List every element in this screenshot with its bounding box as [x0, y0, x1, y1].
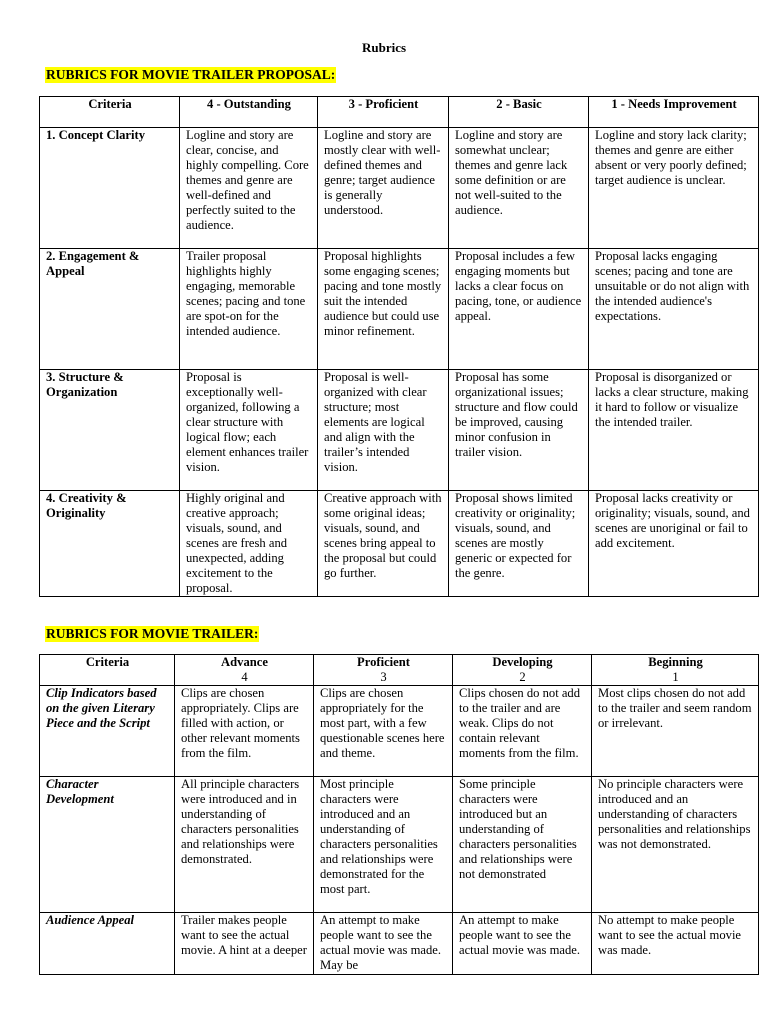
header-basic: 2 - Basic — [449, 97, 589, 128]
table-row — [40, 777, 759, 913]
rubric-cell: No attempt to make people want to see the actual movie was made. — [592, 913, 759, 975]
rubric-cell: Proposal includes a few engaging moments but lacks a clear focus on pacing, tone, or audience appeal. — [449, 249, 589, 370]
criteria-cell: 1. Concept Clarity — [40, 128, 180, 249]
header-label: Beginning — [648, 655, 703, 669]
rubric-cell: Most principle characters were introduced and an understanding of characters personalities and relationships were demonstrated for the most part. — [314, 777, 453, 913]
rubric-cell: Logline and story are mostly clear with well-defined themes and genre; target audience is generally understood. — [318, 128, 449, 249]
table-row — [40, 686, 759, 777]
criteria-cell: Audience Appeal — [40, 913, 175, 975]
rubric-cell: Proposal has some organizational issues; structure and flow could be improved, causing minor confusion in trailer vision. — [449, 370, 589, 491]
rubric-cell: Most clips chosen do not add to the trailer and seem random or irrelevant. — [592, 686, 759, 777]
rubric-cell: Proposal highlights some engaging scenes; pacing and tone mostly suit the intended audience but could use minor refinement. — [318, 249, 449, 370]
rubric-cell: Logline and story lack clarity; themes and genre are either absent or very poorly defined; target audience is unclear. — [589, 128, 759, 249]
rubric-cell: Highly original and creative approach; visuals, sound, and scenes are fresh and unexpected, adding excitement to the proposal. — [180, 491, 318, 597]
rubric-cell: An attempt to make people want to see the actual movie was made. May be — [314, 913, 453, 975]
rubric-cell: All principle characters were introduced and in understanding of characters personalities and relationships were demonstrated. — [175, 777, 314, 913]
header-criteria — [40, 655, 175, 686]
header-beginning — [592, 655, 759, 686]
proposal-rubric-table — [39, 96, 759, 597]
rubric-cell: Proposal is exceptionally well-organized, following a clear structure with logical flow; each element enhances trailer vision. — [180, 370, 318, 491]
header-score: 2 — [519, 670, 526, 684]
rubric-cell: Clips chosen do not add to the trailer and are weak. Clips do not contain relevant moments from the film. — [453, 686, 592, 777]
rubric-cell: Proposal lacks engaging scenes; pacing and tone are unsuitable or do not align with the intended audience's expectations. — [589, 249, 759, 370]
proposal-rubric-heading: RUBRICS FOR MOVIE TRAILER PROPOSAL: — [46, 67, 336, 82]
rubric-cell: Trailer proposal highlights highly engaging, memorable scenes; pacing and tone are spot-on for the intended audience. — [180, 249, 318, 370]
header-advance — [175, 655, 314, 686]
header-label: Criteria — [85, 655, 130, 669]
rubric-cell: Proposal is well-organized with clear structure; most elements are logical and align with the trailer’s intended vision. — [318, 370, 449, 491]
rubric-cell: Logline and story are clear, concise, and highly compelling. Core themes and genre are well-defined and perfectly suited to the audience. — [180, 128, 318, 249]
rubric-cell: Creative approach with some original ideas; visuals, sound, and scenes bring appeal to the proposal but could go further. — [318, 491, 449, 597]
table-row — [40, 249, 759, 370]
rubric-cell: Proposal is disorganized or lacks a clear structure, making it hard to follow or visualize the intended trailer. — [589, 370, 759, 491]
header-label: Developing — [492, 655, 553, 669]
rubric-cell: Clips are chosen appropriately. Clips are filled with action, or other relevant moments from the film. — [175, 686, 314, 777]
header-label: Advance — [221, 655, 268, 669]
criteria-cell: 4. Creativity & Originality — [40, 491, 180, 597]
table-row — [40, 128, 759, 249]
rubric-cell: Clips are chosen appropriately for the most part, with a few questionable scenes here and theme. — [314, 686, 453, 777]
table-row — [40, 370, 759, 491]
rubric-cell: Some principle characters were introduced but an understanding of characters personalities and relationships were not demonstrated — [453, 777, 592, 913]
criteria-cell: 2. Engagement & Appeal — [40, 249, 180, 370]
rubric-cell: Proposal shows limited creativity or originality; visuals, sound, and scenes are mostly generic or expected for the genre. — [449, 491, 589, 597]
criteria-cell: Clip Indicators based on the given Literary Piece and the Script — [40, 686, 175, 777]
trailer-rubric-heading: RUBRICS FOR MOVIE TRAILER: — [46, 626, 259, 641]
header-proficient — [314, 655, 453, 686]
header-needs-improvement: 1 - Needs Improvement — [589, 97, 759, 128]
table-row — [40, 491, 759, 597]
rubric-cell: Trailer makes people want to see the actual movie. A hint at a deeper — [175, 913, 314, 975]
rubric-cell: Proposal lacks creativity or originality; visuals, sound, and scenes are unoriginal or fail to add excitement. — [589, 491, 759, 597]
trailer-rubric-table — [39, 654, 759, 975]
header-score: 1 — [672, 670, 679, 684]
table-header-row — [40, 97, 759, 128]
table-row — [40, 913, 759, 975]
rubric-cell: An attempt to make people want to see the actual movie was made. — [453, 913, 592, 975]
header-proficient: 3 - Proficient — [318, 97, 449, 128]
rubric-cell: No principle characters were introduced and an understanding of characters personalities and relationships was not demonstrated. — [592, 777, 759, 913]
header-score: 3 — [380, 670, 387, 684]
criteria-cell: Character Development — [40, 777, 175, 913]
header-label: Proficient — [357, 655, 410, 669]
header-score: 4 — [241, 670, 248, 684]
header-outstanding: 4 - Outstanding — [180, 97, 318, 128]
header-developing — [453, 655, 592, 686]
table-header-row — [40, 655, 759, 686]
page-title: Rubrics — [361, 40, 407, 55]
header-criteria: Criteria — [40, 97, 180, 128]
rubric-cell: Logline and story are somewhat unclear; themes and genre lack some definition or are not well-suited to the audience. — [449, 128, 589, 249]
criteria-cell: 3. Structure & Organization — [40, 370, 180, 491]
